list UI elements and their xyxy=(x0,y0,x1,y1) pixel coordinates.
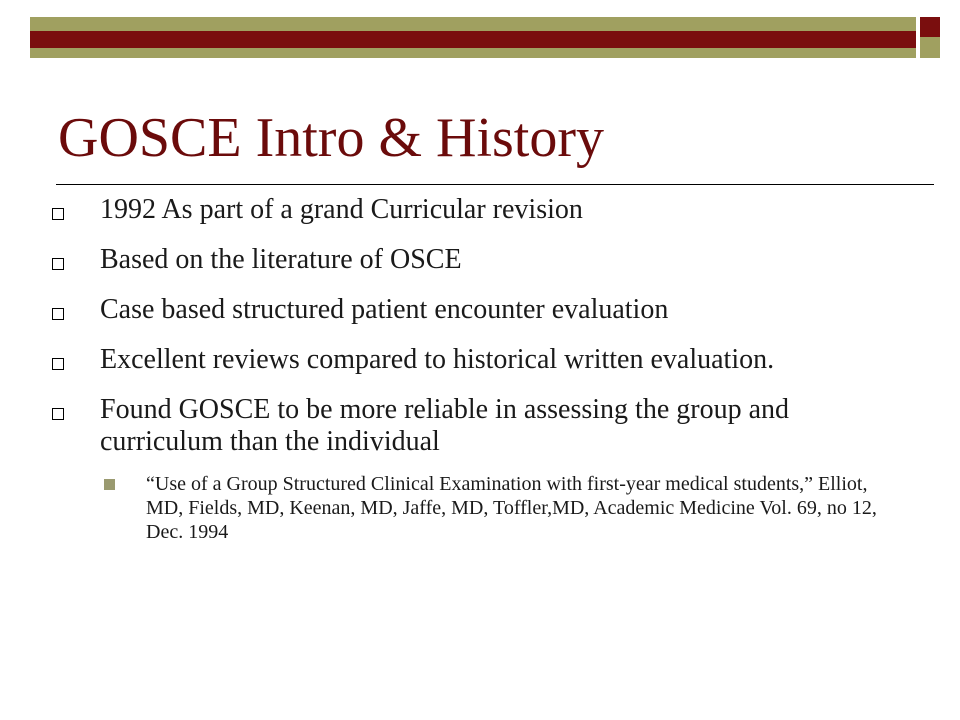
filled-square-icon xyxy=(104,479,115,490)
bullet-item xyxy=(50,344,890,376)
band-olive-square xyxy=(920,37,940,58)
hollow-square-icon xyxy=(52,258,64,270)
bullet-item xyxy=(50,194,890,226)
hollow-square-icon xyxy=(52,308,64,320)
bullet-item xyxy=(50,294,890,326)
slide-title: GOSCE Intro & History xyxy=(58,107,604,169)
header-decorative-band xyxy=(0,0,960,62)
bullet-text: Based on the literature of OSCE xyxy=(100,244,462,275)
hollow-square-icon xyxy=(52,358,64,370)
bullet-text: Excellent reviews compared to historical written evaluation. xyxy=(100,344,775,375)
band-olive-stripe-top xyxy=(30,17,916,31)
bullet-text: Found GOSCE to be more reliable in assessing the group and curriculum than the individual xyxy=(100,394,790,457)
citation-text: “Use of a Group Structured Clinical Examination with first-year medical students,” Elliot, MD, Fields, MD, Keenan, MD, Jaffe, MD, Toffler,MD, Academic Medicine Vol. 69, no 12, Dec. 1994 xyxy=(146,473,877,543)
band-olive-stripe-bottom xyxy=(30,48,916,58)
title-divider xyxy=(56,184,934,185)
bullet-text: Case based structured patient encounter evaluation xyxy=(100,294,669,325)
sub-bullet-list xyxy=(100,472,890,544)
band-maroon-square xyxy=(920,17,940,37)
bullet-item xyxy=(50,244,890,276)
hollow-square-icon xyxy=(52,408,64,420)
bullet-item xyxy=(50,394,890,544)
hollow-square-icon xyxy=(52,208,64,220)
citation-item xyxy=(100,472,890,544)
bullet-list xyxy=(50,194,890,562)
band-maroon-stripe xyxy=(30,31,916,48)
bullet-text: 1992 As part of a grand Curricular revision xyxy=(100,194,583,225)
